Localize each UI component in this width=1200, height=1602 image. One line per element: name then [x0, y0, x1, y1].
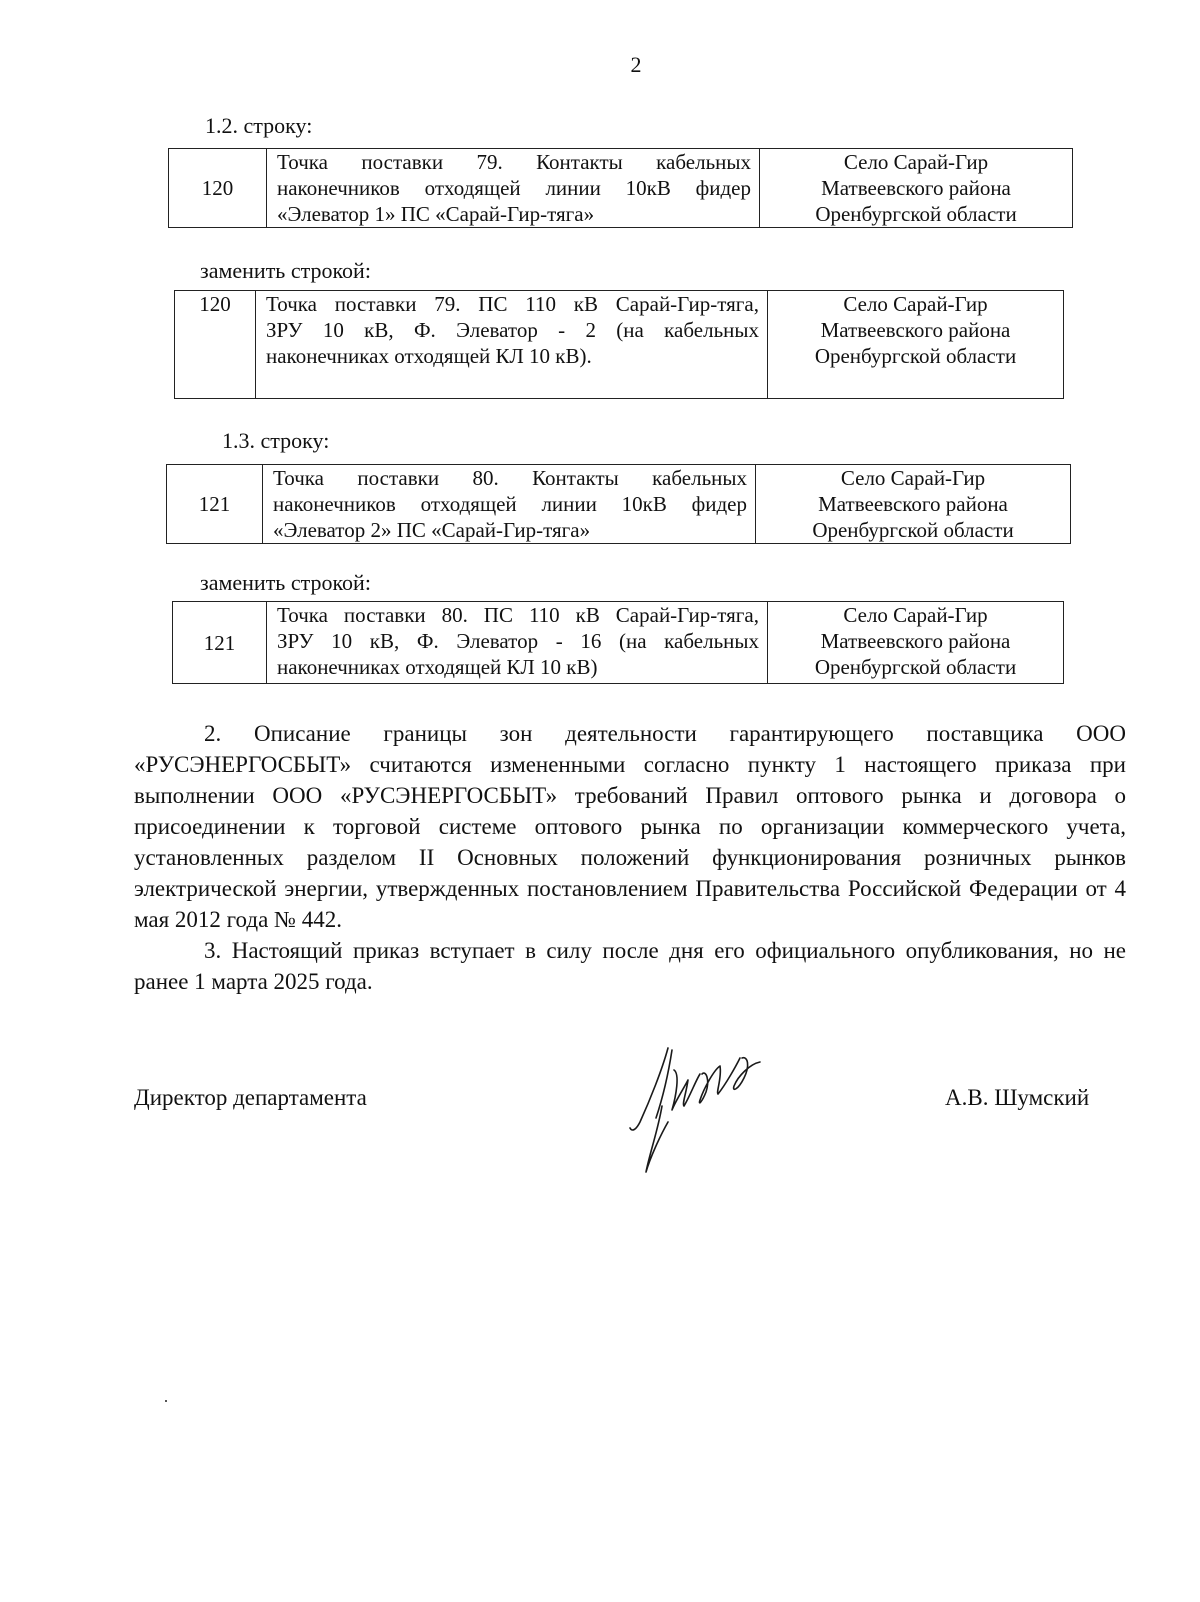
row-number: 121 — [173, 602, 267, 684]
section-1-3-label: 1.3. строку: — [222, 428, 330, 453]
desc-line: Точка поставки 80. ПС 110 кВ Сарай-Гир-тяга, — [277, 603, 759, 627]
row-location — [768, 602, 1064, 684]
paragraph-3: 3. Настоящий приказ вступает в силу после дня его официального опубликования, но не ранее 1 марта 2025 года. — [134, 938, 1126, 994]
loc-line: Матвеевского района — [821, 176, 1011, 200]
signature-stroke — [630, 1048, 668, 1130]
row-location — [756, 465, 1071, 544]
signatory-position: Директор департамента — [134, 1085, 367, 1110]
loc-line: Матвеевского района — [820, 318, 1011, 342]
loc-line: Оренбургской области — [814, 344, 1017, 368]
loc-line: Оренбургской области — [814, 655, 1017, 679]
signature-stroke — [699, 1058, 740, 1103]
signature-image — [610, 1040, 780, 1180]
row-number: 121 — [167, 465, 263, 544]
loc-line: Оренбургской области — [815, 202, 1017, 226]
row-number: 120 — [169, 149, 267, 228]
replace-label-1-2: заменить строкой: — [200, 258, 371, 283]
row-description — [267, 602, 768, 684]
loc-line: Матвеевского района — [818, 492, 1008, 516]
section-1-2-old-row-table — [168, 148, 1073, 228]
desc-line: наконечниках отходящей КЛ 10 кВ). — [266, 344, 592, 368]
desc-line: Точка поставки 79. ПС 110 кВ Сарай-Гир-тяга, — [266, 292, 759, 316]
row-description — [263, 465, 756, 544]
loc-line: Село Сарай-Гир — [840, 466, 986, 490]
desc-line: «Элеватор 2» ПС «Сарай-Гир-тяга» — [273, 518, 591, 542]
row-location — [760, 149, 1073, 228]
desc-line: наконечников отходящей линии 10кВ фидер — [277, 176, 751, 200]
signatory-name: А.В. Шумский — [945, 1085, 1090, 1110]
row-description — [267, 149, 760, 228]
row-description — [256, 291, 768, 399]
loc-line: Оренбургской области — [812, 518, 1014, 542]
row-location — [768, 291, 1064, 399]
paragraph-2: 2. Описание границы зон деятельности гарантирующего поставщика ООО «РУСЭНЕРГОСБЫТ» считаются измененными согласно пункту 1 настоящего приказа при выполнении ООО «РУСЭНЕРГОСБЫТ» требований Правил оптового рынка и договора о присоединении к торговой системе оптового рынка по организации коммерческого учета, установленных разделом II Основных положений функционирования розничных рынков электрической энергии, утвержденных постановлением Правительства Российской Федерации от 4 мая 2012 года № 442. — [134, 721, 1126, 932]
section-1-2-label: 1.2. строку: — [205, 113, 313, 138]
scan-speck — [165, 1400, 167, 1402]
replace-label-1-3: заменить строкой: — [200, 570, 371, 595]
body-text — [134, 718, 1126, 997]
desc-line: ЗРУ 10 кВ, Ф. Элеватор - 2 (на кабельных — [266, 318, 759, 342]
page-number: 2 — [630, 52, 642, 77]
section-1-3-new-row-table — [172, 601, 1064, 684]
section-1-3-old-row-table — [166, 464, 1071, 544]
loc-line: Село Сарай-Гир — [843, 150, 989, 174]
section-1-2-new-row-table — [174, 290, 1064, 399]
desc-line: Точка поставки 80. Контакты кабельных — [273, 466, 747, 490]
loc-line: Матвеевского района — [820, 629, 1011, 653]
loc-line: Село Сарай-Гир — [843, 603, 988, 627]
loc-line: Село Сарай-Гир — [843, 292, 988, 316]
desc-line: наконечников отходящей линии 10кВ фидер — [273, 492, 747, 516]
desc-line: ЗРУ 10 кВ, Ф. Элеватор - 16 (на кабельных — [277, 629, 759, 653]
desc-line: наконечниках отходящей КЛ 10 кВ) — [277, 655, 598, 679]
desc-line: «Элеватор 1» ПС «Сарай-Гир-тяга» — [277, 202, 595, 226]
signature-stroke — [672, 1070, 700, 1110]
desc-line: Точка поставки 79. Контакты кабельных — [277, 150, 751, 174]
row-number: 120 — [175, 291, 256, 399]
